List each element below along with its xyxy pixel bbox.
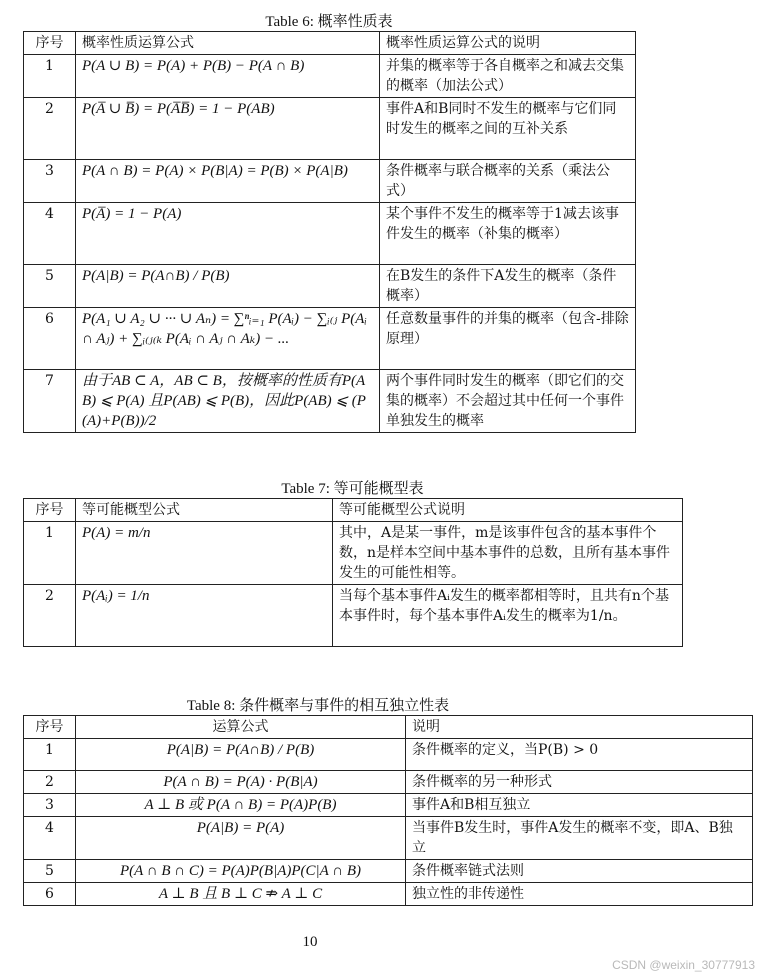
table-7 bbox=[23, 480, 683, 647]
row-formula: P(Aᵢ) = 1/n bbox=[76, 585, 333, 647]
table-8 bbox=[23, 697, 753, 906]
row-no: 3 bbox=[24, 794, 76, 817]
table-header-row bbox=[24, 499, 683, 522]
header-formula: 概率性质运算公式 bbox=[76, 32, 380, 55]
row-desc: 某个事件不发生的概率等于1减去该事件发生的概率（补集的概率） bbox=[380, 203, 636, 265]
row-desc: 独立性的非传递性 bbox=[406, 883, 753, 906]
row-desc: 其中，A是某一事件，m是该事件包含的基本事件个数，n是样本空间中基本事件的总数，且所有基本事件发生的可能性相等。 bbox=[333, 522, 683, 585]
table-row bbox=[24, 585, 683, 647]
table-row bbox=[24, 771, 753, 794]
table-row bbox=[24, 203, 636, 265]
row-formula: P(A|B) = P(A∩B) / P(B) bbox=[76, 265, 380, 308]
row-no: 2 bbox=[24, 771, 76, 794]
row-desc: 条件概率的定义，当P(B) > 0 bbox=[406, 739, 753, 771]
table-6-caption: Table 6: 概率性质表 bbox=[265, 14, 393, 30]
row-desc: 条件概率链式法则 bbox=[406, 860, 753, 883]
row-desc: 在B发生的条件下A发生的概率（条件概率） bbox=[380, 265, 636, 308]
row-formula: P(A̅) = 1 − P(A) bbox=[76, 203, 380, 265]
row-no: 6 bbox=[24, 308, 76, 370]
table-7-grid bbox=[23, 498, 683, 647]
row-formula: P(A ∪ B) = P(A) + P(B) − P(A ∩ B) bbox=[76, 55, 380, 98]
header-no: 序号 bbox=[24, 499, 76, 522]
header-desc: 概率性质运算公式的说明 bbox=[380, 32, 636, 55]
table-row bbox=[24, 160, 636, 203]
table-row bbox=[24, 98, 636, 160]
row-no: 2 bbox=[24, 98, 76, 160]
row-no: 3 bbox=[24, 160, 76, 203]
row-formula: 由于AB ⊂ A，AB ⊂ B，按概率的性质有P(AB) ⩽ P(A) 且P(AB) ⩽ P(B)，因此P(AB) ⩽ (P(A)+P(B))/2 bbox=[76, 370, 380, 433]
row-desc: 两个事件同时发生的概率（即它们的交集的概率）不会超过其中任何一个事件单独发生的概率 bbox=[380, 370, 636, 433]
row-desc: 当事件B发生时，事件A发生的概率不变，即A、B独立 bbox=[406, 817, 753, 860]
row-desc: 并集的概率等于各自概率之和减去交集的概率（加法公式） bbox=[380, 55, 636, 98]
row-desc: 事件A和B同时不发生的概率与它们同时发生的概率之间的互补关系 bbox=[380, 98, 636, 160]
table-row bbox=[24, 817, 753, 860]
row-desc: 任意数量事件的并集的概率（包含-排除原理） bbox=[380, 308, 636, 370]
header-no: 序号 bbox=[24, 32, 76, 55]
table-row bbox=[24, 739, 753, 771]
row-no: 1 bbox=[24, 739, 76, 771]
row-formula: P(A|B) = P(A) bbox=[76, 817, 406, 860]
row-no: 1 bbox=[24, 55, 76, 98]
table-row bbox=[24, 370, 636, 433]
header-desc: 说明 bbox=[406, 716, 753, 739]
row-formula: P(A) = m/n bbox=[76, 522, 333, 585]
row-no: 7 bbox=[24, 370, 76, 433]
row-formula: P(A ∩ B) = P(A) × P(B|A) = P(B) × P(A|B) bbox=[76, 160, 380, 203]
table-8-caption: Table 8: 条件概率与事件的相互独立性表 bbox=[186, 698, 450, 714]
row-formula: P(A ∩ B ∩ C) = P(A)P(B|A)P(C|A ∩ B) bbox=[76, 860, 406, 883]
header-formula: 等可能概型公式 bbox=[76, 499, 333, 522]
row-formula: A ⊥ B 或 P(A ∩ B) = P(A)P(B) bbox=[76, 794, 406, 817]
row-formula: P(A̅ ∪ B̅) = P(A̅B̅) = 1 − P(AB) bbox=[76, 98, 380, 160]
row-formula: A ⊥ B 且 B ⊥ C ⇏ A ⊥ C bbox=[76, 883, 406, 906]
row-no: 5 bbox=[24, 265, 76, 308]
table-row bbox=[24, 522, 683, 585]
table-row bbox=[24, 860, 753, 883]
row-formula: P(A ∩ B) = P(A) · P(B|A) bbox=[76, 771, 406, 794]
page-number: 10 bbox=[302, 934, 318, 950]
row-formula: P(A|B) = P(A∩B) / P(B) bbox=[76, 739, 406, 771]
table-row bbox=[24, 883, 753, 906]
table-row bbox=[24, 265, 636, 308]
row-no: 5 bbox=[24, 860, 76, 883]
table-header-row bbox=[24, 32, 636, 55]
table-row bbox=[24, 55, 636, 98]
table-row bbox=[24, 308, 636, 370]
table-header-row bbox=[24, 716, 753, 739]
table-7-caption: Table 7: 等可能概型表 bbox=[281, 481, 424, 497]
table-row bbox=[24, 794, 753, 817]
watermark: CSDN @weixin_30777913 bbox=[612, 958, 755, 972]
row-no: 4 bbox=[24, 203, 76, 265]
table-8-grid bbox=[23, 715, 753, 906]
row-desc: 当每个基本事件Aᵢ发生的概率都相等时，且共有n个基本事件时，每个基本事件Aᵢ发生的概率为1/n。 bbox=[333, 585, 683, 647]
header-no: 序号 bbox=[24, 716, 76, 739]
row-desc: 条件概率与联合概率的关系（乘法公式） bbox=[380, 160, 636, 203]
row-no: 4 bbox=[24, 817, 76, 860]
table-6-grid bbox=[23, 31, 636, 433]
row-no: 1 bbox=[24, 522, 76, 585]
row-no: 6 bbox=[24, 883, 76, 906]
row-desc: 条件概率的另一种形式 bbox=[406, 771, 753, 794]
table-6 bbox=[23, 13, 636, 433]
row-desc: 事件A和B相互独立 bbox=[406, 794, 753, 817]
row-no: 2 bbox=[24, 585, 76, 647]
header-formula: 运算公式 bbox=[76, 716, 406, 739]
header-desc: 等可能概型公式说明 bbox=[333, 499, 683, 522]
row-formula: P(A₁ ∪ A₂ ∪ ··· ∪ Aₙ) = ∑ⁿᵢ₌₁ P(Aᵢ) − ∑ᵢ₍ⱼ P(Aᵢ ∩ Aⱼ) + ∑ᵢ₍ⱼ₍ₖ P(Aᵢ ∩ Aⱼ ∩ Aₖ) − ... bbox=[76, 308, 380, 370]
